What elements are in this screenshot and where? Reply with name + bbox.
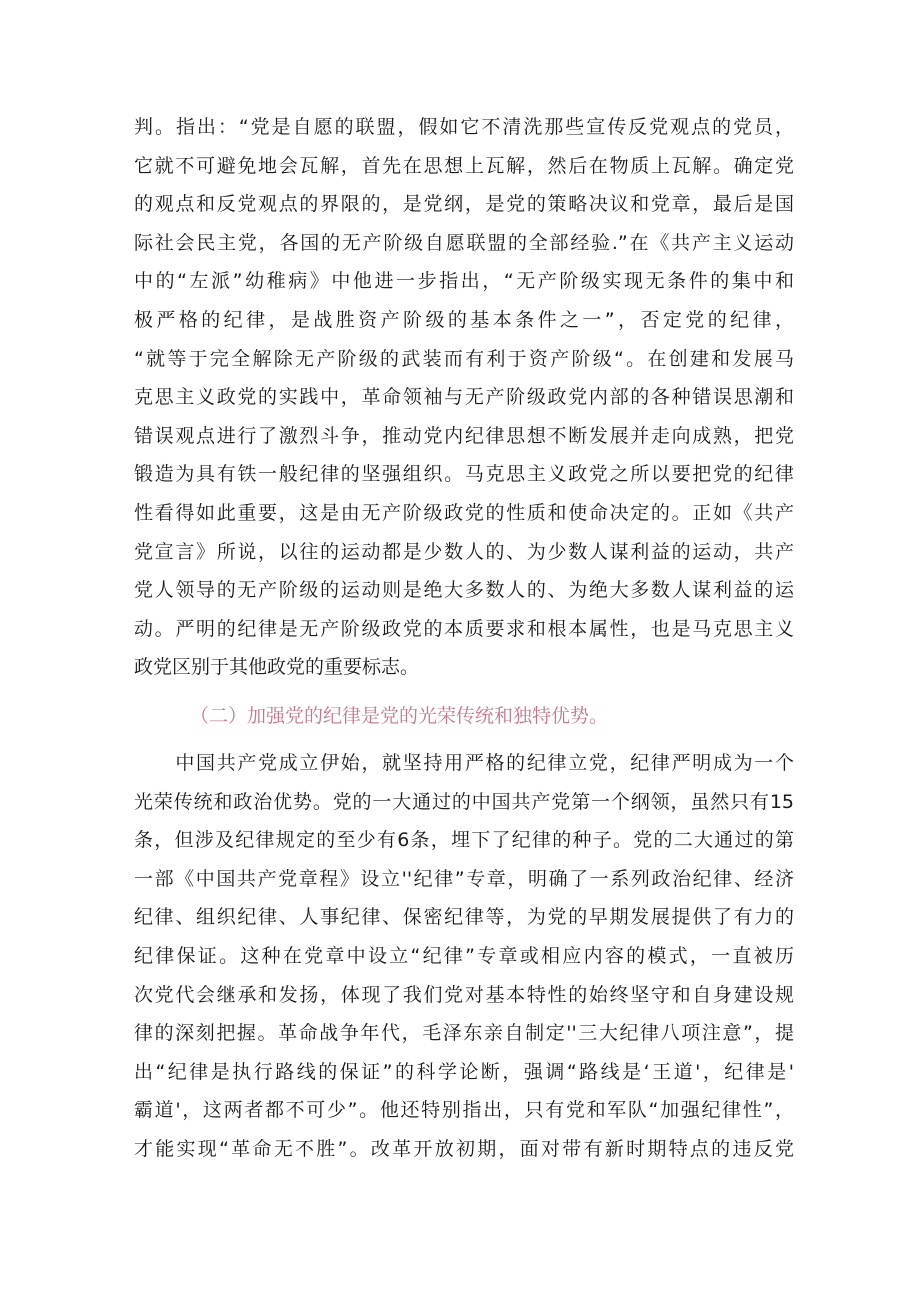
paragraph-2 xyxy=(134,744,794,1169)
section-heading: （二）加强党的纪律是党的光荣传统和独特优势。 xyxy=(190,705,609,727)
text-line: 党宣言》所说，以往的运动都是少数人的、为少数人谋利益的运动，共产 xyxy=(134,540,794,563)
text-line: 一部《中国共产党章程》设立''纪律”专章，明确了一系列政治纪律、经济 xyxy=(134,867,794,890)
text-line: 际社会民主党，各国的无产阶级自愿联盟的全部经验.”在《共产主义运动 xyxy=(134,231,794,254)
text-line: 锻造为具有铁一般纪律的坚强组织。马克思主义政党之所以要把党的纪律 xyxy=(134,463,794,486)
text-line: “就等于完全解除无产阶级的武装而有利于资产阶级“。在创建和发展马 xyxy=(134,347,794,370)
text-line: 条，但涉及纪律规定的至少有6条，埋下了纪律的种子。党的二大通过的第 xyxy=(134,829,794,852)
paragraph-1 xyxy=(134,108,794,687)
text-line: 政党区别于其他政党的重要标志。 xyxy=(134,656,420,679)
text-line: 极严格的纪律，是战胜资产阶级的基本条件之一”，否定党的纪律， xyxy=(134,308,794,331)
text-line: 出“纪律是执行路线的保证”的科学论断，强调“路线是‘王道'，纪律是' xyxy=(134,1060,794,1083)
text-line: 纪律、组织纪律、人事纪律、保密纪律等，为党的早期发展提供了有力的 xyxy=(134,906,794,929)
text-line: 性看得如此重要，这是由无产阶级政党的性质和使命决定的。正如《共产 xyxy=(134,501,794,524)
text-line: 党人领导的无产阶级的运动则是绝大多数人的、为绝大多数人谋利益的运 xyxy=(134,579,794,602)
text-line: 霸道'，这两者都不可少”。他还特别指出，只有党和军队“加强纪律性”， xyxy=(134,1099,794,1122)
text-line: 中的“左派”幼稚病》中他进一步指出，“无产阶级实现无条件的集中和 xyxy=(134,270,794,293)
text-line: 克思主义政党的实践中，革命领袖与无产阶级政党内部的各种错误思潮和 xyxy=(134,386,794,409)
text-line: 判。指出：“党是自愿的联盟，假如它不清洗那些宣传反党观点的党员， xyxy=(134,116,794,138)
text-line: 的观点和反党观点的界限的，是党纲，是党的策略决议和党章，最后是国 xyxy=(134,193,794,216)
text-line: 动。严明的纪律是无产阶级政党的本质要求和根本属性，也是马克思主义 xyxy=(134,617,794,640)
text-line: 纪律保证。这种在党章中设立“纪律”专章或相应内容的模式，一直被历 xyxy=(134,944,794,967)
text-line: 律的深刻把握。革命战争年代，毛泽东亲自制定''三大纪律八项注意”，提 xyxy=(134,1022,794,1045)
text-line: 错误观点进行了激烈斗争，推动党内纪律思想不断发展并走向成熟，把党 xyxy=(134,424,794,447)
text-line: 光荣传统和政治优势。党的一大通过的中国共产党第一个纲领，虽然只有15 xyxy=(134,790,794,813)
text-line: 次党代会继承和发扬，体现了我们党对基本特性的始终坚守和自身建设规 xyxy=(134,983,794,1006)
text-line: 才能实现“革命无不胜”。改革开放初期，面对带有新时期特点的违反党 xyxy=(134,1137,794,1160)
text-line: 中国共产党成立伊始，就坚持用严格的纪律立党，纪律严明成为一个 xyxy=(134,752,794,774)
text-line: 它就不可避免地会瓦解，首先在思想上瓦解，然后在物质上瓦解。确定党 xyxy=(134,154,794,177)
